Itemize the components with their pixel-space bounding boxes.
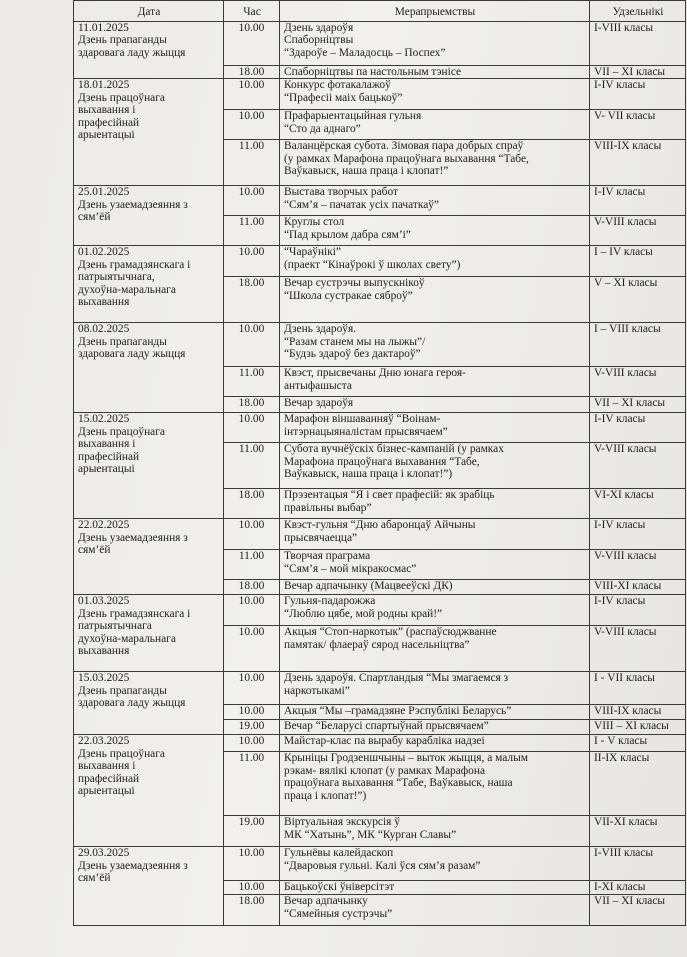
date-cell xyxy=(74,186,224,246)
time-cell: 18.00 xyxy=(224,895,280,926)
participants-cell: І - V класы xyxy=(590,735,686,752)
event-cell xyxy=(280,595,590,626)
participants-cell: V- VII класы xyxy=(590,110,686,140)
event-line: Акцыя “Мы –грамадзяне Рэспублікі Беларусь” xyxy=(284,705,512,718)
event-line: Вечар адпачынку xyxy=(284,895,368,908)
day-theme-line: Дзень грамадзянскага і xyxy=(78,607,191,620)
event-line: рэкам- вялікі клопат (у рамках Марафона xyxy=(284,764,486,777)
event-line: “Люблю цябе, мой родны край!” xyxy=(284,607,443,620)
day-theme-line: прафесійнай xyxy=(78,772,140,785)
event-line: Дзень здароўя. xyxy=(284,323,357,336)
participants-cell: І-ІV класы xyxy=(590,519,686,550)
event-line: Выстава творчых работ xyxy=(284,186,398,199)
event-cell xyxy=(280,186,590,216)
event-cell xyxy=(280,735,590,752)
table-row xyxy=(74,323,686,367)
event-cell xyxy=(280,895,590,926)
participants-cell: І-XI класы xyxy=(590,881,686,895)
event-cell xyxy=(280,367,590,397)
time-cell: 10.00 xyxy=(224,847,280,881)
table-row xyxy=(74,413,686,443)
event-line: “Сям’я – пачатак усіх пачаткаў” xyxy=(284,198,440,211)
event-line: Вечар “Беларусі спартыўнай прысвячаем” xyxy=(284,720,489,733)
event-line: Вечар адпачынку (Мацвееўскі ДК) xyxy=(284,580,453,593)
event-cell xyxy=(280,720,590,735)
date-value: 29.03.2025 xyxy=(78,847,130,860)
time-cell: 18.00 xyxy=(224,489,280,519)
day-theme-line: духоўна-маральнага xyxy=(78,632,176,645)
day-theme-line: Дзень узаемадзеяння з xyxy=(78,198,188,211)
day-theme-line: выхавання xyxy=(78,296,130,309)
day-theme-line: Дзень прапаганды xyxy=(78,335,167,348)
day-theme-line: Дзень грамадзянскага і xyxy=(78,258,191,271)
event-line: Спаборніцтвы па настольным тэнісе xyxy=(284,66,462,78)
event-line: прысвячаецца” xyxy=(284,531,358,544)
event-cell xyxy=(280,22,590,66)
participants-cell: VІІ-XI класы xyxy=(590,816,686,847)
time-cell: 11.00 xyxy=(224,752,280,816)
event-cell xyxy=(280,277,590,323)
header-event: Мерапрыемствы xyxy=(280,1,590,22)
event-cell xyxy=(280,246,590,277)
participants-cell: V-VIII класы xyxy=(590,550,686,580)
event-line: Бацькоўскі ўніверсітэт xyxy=(284,881,395,894)
time-cell: 10.00 xyxy=(224,881,280,895)
event-cell xyxy=(280,397,590,413)
time-cell: 19.00 xyxy=(224,816,280,847)
participants-cell: VIII – XI класы xyxy=(590,720,686,735)
event-line: Крыніцы Гродзеншчыны – выток жыцця, а малым xyxy=(284,752,528,765)
table-row xyxy=(74,22,686,66)
participants-cell: VII – XI класы xyxy=(590,66,686,79)
day-theme-line: здаровага ладу жыцця xyxy=(78,697,186,710)
participants-cell: VІ-XI класы xyxy=(590,489,686,519)
event-cell xyxy=(280,216,590,246)
day-theme-line: патрыятычнага, xyxy=(78,271,155,284)
day-theme-line: сям’ёй xyxy=(78,544,111,557)
day-theme-line: арыентацыі xyxy=(78,129,135,142)
date-value: 22.03.2025 xyxy=(78,735,130,748)
event-line: “Сто да аднаго” xyxy=(284,122,361,135)
event-line: правільны выбар” xyxy=(284,501,372,514)
table-row xyxy=(74,735,686,752)
date-value: 01.02.2025 xyxy=(78,246,130,259)
header-time: Час xyxy=(224,1,280,22)
participants-cell: VII – XI класы xyxy=(590,397,686,413)
event-line: “Сямейныя сустрэчы” xyxy=(284,907,393,920)
time-cell: 18.00 xyxy=(224,277,280,323)
date-cell xyxy=(74,847,224,926)
time-cell: 10.00 xyxy=(224,246,280,277)
event-line: Вечар сустрэчы выпускнікоў xyxy=(284,277,425,290)
date-cell xyxy=(74,672,224,735)
event-cell xyxy=(280,110,590,140)
day-theme-line: Дзень узаемадзеяння з xyxy=(78,531,188,544)
event-line: Творчая праграма xyxy=(284,550,371,563)
participants-cell: І – VIII класы xyxy=(590,323,686,367)
event-cell xyxy=(280,323,590,367)
participants-cell: І-ІV класы xyxy=(590,186,686,216)
event-line: “Прафесіі маіх бацькоў” xyxy=(284,91,403,104)
participants-cell: VIII-ІX класы xyxy=(590,140,686,186)
event-cell xyxy=(280,413,590,443)
event-line: Квэст-гульня “Дню абаронцаў Айчыны xyxy=(284,519,476,532)
header-date: Дата xyxy=(74,1,224,22)
event-line: Дзень здароўя xyxy=(284,22,354,34)
time-cell: 11.00 xyxy=(224,443,280,489)
event-line: (у рамках Марафона працоўнага выхавання “Табе, xyxy=(284,152,529,165)
event-cell xyxy=(280,847,590,881)
event-line: Марафона працоўнага выхавання “Табе, xyxy=(284,455,480,468)
date-cell xyxy=(74,735,224,847)
date-value: 18.01.2025 xyxy=(78,79,130,92)
time-cell: 10.00 xyxy=(224,413,280,443)
event-line: памятак/ флаерaў сярод насельніцтва” xyxy=(284,638,470,651)
event-cell xyxy=(280,580,590,595)
participants-cell: V-VIII класы xyxy=(590,216,686,246)
event-line: Субота вучнёўскіх бізнес-кампаній (у рамках xyxy=(284,443,504,456)
event-line: Дзень здароўя. Спартландыя “Мы змагаемся з xyxy=(284,672,509,685)
time-cell: 10.00 xyxy=(224,705,280,720)
participants-cell: V-VIII класы xyxy=(590,626,686,672)
time-cell: 18.00 xyxy=(224,580,280,595)
time-cell: 18.00 xyxy=(224,397,280,413)
table-row xyxy=(74,79,686,110)
day-theme-line: духоўна-маральнага xyxy=(78,283,176,296)
day-theme-line: выхавання і xyxy=(78,104,136,117)
date-value: 11.01.2025 xyxy=(78,22,129,34)
time-cell: 11.00 xyxy=(224,367,280,397)
day-theme-line: сям’ёй xyxy=(78,211,111,224)
day-theme-line: выхавання і xyxy=(78,760,136,773)
participants-cell: І-VIII класы xyxy=(590,22,686,66)
time-cell: 10.00 xyxy=(224,519,280,550)
time-cell: 10.00 xyxy=(224,323,280,367)
day-theme-line: Дзень прапаганды xyxy=(78,34,167,47)
event-line: Гульнёвы калейдаскоп xyxy=(284,847,394,860)
event-line: Ваўкавыск, наша праца і клопат!” xyxy=(284,165,449,178)
participants-cell: І-ІV класы xyxy=(590,595,686,626)
event-line: Вечар здароўя xyxy=(284,397,354,410)
participants-cell: І-VIII класы xyxy=(590,847,686,881)
schedule-table xyxy=(73,0,686,926)
date-cell xyxy=(74,595,224,672)
date-value: 15.03.2025 xyxy=(78,672,130,685)
event-line: Ваўкавыск, наша праца і клопат!”) xyxy=(284,468,453,481)
table-row xyxy=(74,847,686,881)
table-row xyxy=(74,595,686,626)
event-cell xyxy=(280,705,590,720)
day-theme-line: Дзень працоўнага xyxy=(78,91,165,104)
day-theme-line: сям’ёй xyxy=(78,872,111,885)
participants-cell: V-VIII класы xyxy=(590,443,686,489)
time-cell: 10.00 xyxy=(224,626,280,672)
time-cell: 10.00 xyxy=(224,672,280,705)
event-line: Валанцёрская субота. Зімовая пара добрых спраў xyxy=(284,140,524,153)
date-value: 25.01.2025 xyxy=(78,186,130,199)
day-theme-line: здаровага ладу жыцця xyxy=(78,348,186,361)
day-theme-line: здаровага ладу жыцця xyxy=(78,46,186,59)
day-theme-line: прафесійнай xyxy=(78,116,140,129)
event-line: наркотыкамі” xyxy=(284,684,350,697)
day-theme-line: выхавання xyxy=(78,645,130,658)
event-cell xyxy=(280,489,590,519)
event-line: (праект “Кінаўрокі ў школах свету”) xyxy=(284,258,461,271)
event-line: інтэрнацыяналістам прысвячаем” xyxy=(284,425,448,438)
date-value: 08.02.2025 xyxy=(78,323,130,336)
event-line: МК “Хатынь”, МК “Курган Славы” xyxy=(284,828,457,841)
event-line: антыфашыста xyxy=(284,379,352,392)
day-theme-line: арыентацыі xyxy=(78,785,135,798)
event-line: Конкурс фотакалажоў xyxy=(284,79,391,92)
event-cell xyxy=(280,519,590,550)
event-line: Квэст, прысвечаны Дню юнага героя- xyxy=(284,367,466,380)
time-cell: 10.00 xyxy=(224,110,280,140)
time-cell: 19.00 xyxy=(224,720,280,735)
day-theme-line: патрыятычнага xyxy=(78,620,152,633)
event-cell xyxy=(280,66,590,79)
date-value: 22.02.2025 xyxy=(78,519,130,532)
date-cell xyxy=(74,519,224,595)
participants-cell: І – ІV класы xyxy=(590,246,686,277)
event-line: “Будзь здароў без дактароў” xyxy=(284,348,421,361)
event-cell xyxy=(280,79,590,110)
event-cell xyxy=(280,752,590,816)
event-line: Майстар-клас па вырабу караблікa надзеі xyxy=(284,735,485,748)
date-value: 15.02.2025 xyxy=(78,413,130,426)
event-cell xyxy=(280,672,590,705)
table-row xyxy=(74,246,686,277)
event-line: Прафарыентацыйная гульня xyxy=(284,110,422,123)
event-line: Акцыя “Стоп-наркотык” (распаўсюджванне xyxy=(284,626,497,639)
event-line: Прэзентацыя “Я і свет прафесій: як зрабіць xyxy=(284,489,495,502)
time-cell: 11.00 xyxy=(224,216,280,246)
participants-cell: VІІ – XI класы xyxy=(590,895,686,926)
event-line: праца і клопат!”) xyxy=(284,789,367,802)
participants-cell: І - VII класы xyxy=(590,672,686,705)
day-theme-line: прафесійнай xyxy=(78,450,140,463)
participants-cell: І-ІV класы xyxy=(590,413,686,443)
day-theme-line: Дзень прапаганды xyxy=(78,684,167,697)
table-row xyxy=(74,519,686,550)
participants-cell: V-VIII класы xyxy=(590,367,686,397)
event-cell xyxy=(280,881,590,895)
event-line: Круглы стол xyxy=(284,216,345,229)
date-cell xyxy=(74,323,224,413)
event-cell xyxy=(280,140,590,186)
date-cell xyxy=(74,22,224,79)
day-theme-line: Дзень працоўнага xyxy=(78,425,165,438)
table-body xyxy=(74,22,686,926)
table-row xyxy=(74,672,686,705)
time-cell: 10.00 xyxy=(224,186,280,216)
event-line: “Школа сустракае сяброў” xyxy=(284,289,413,302)
event-line: “Разам станем мы на лыжы”/ xyxy=(284,335,426,348)
participants-cell: ІІ-ІX класы xyxy=(590,752,686,816)
event-cell xyxy=(280,626,590,672)
event-line: “Сям’я – мой мікракосмас” xyxy=(284,562,417,575)
header-participants: Удзельнікі xyxy=(590,1,686,22)
event-line: працоўнага выхавання “Табе, Ваўкавыск, наша xyxy=(284,777,513,790)
participants-cell: І-ІV класы xyxy=(590,79,686,110)
table-header-row xyxy=(74,1,686,22)
time-cell: 18.00 xyxy=(224,66,280,79)
time-cell: 10.00 xyxy=(224,735,280,752)
participants-cell: VIII-IX класы xyxy=(590,705,686,720)
event-cell xyxy=(280,443,590,489)
time-cell: 10.00 xyxy=(224,79,280,110)
time-cell: 11.00 xyxy=(224,550,280,580)
event-line: “Здароўе – Маладосць – Поспех” xyxy=(284,46,446,59)
time-cell: 10.00 xyxy=(224,595,280,626)
event-line: Гульня-падарожжа xyxy=(284,595,376,608)
event-cell xyxy=(280,816,590,847)
day-theme-line: Дзень узаемадзеяння з xyxy=(78,859,188,872)
date-cell xyxy=(74,246,224,323)
event-line: “Пад крылом дабра сям’і” xyxy=(284,228,411,241)
participants-cell: V – XI класы xyxy=(590,277,686,323)
time-cell: 10.00 xyxy=(224,22,280,66)
event-line: “Чараўнікі” xyxy=(284,246,341,259)
participants-cell: VIII-XI класы xyxy=(590,580,686,595)
event-line: Спаборніцтвы xyxy=(284,34,354,47)
day-theme-line: Дзень працоўнага xyxy=(78,747,165,760)
date-cell xyxy=(74,79,224,186)
date-value: 01.03.2025 xyxy=(78,595,130,608)
event-line: Віртуальная экскурсія ў xyxy=(284,816,400,829)
day-theme-line: арыентацыі xyxy=(78,463,135,476)
event-line: “Дваровыя гульні. Калі ўся сям’я разам” xyxy=(284,859,481,872)
time-cell: 11.00 xyxy=(224,140,280,186)
event-line: Марафон віншаванняў “Воінам- xyxy=(284,413,441,426)
table-row xyxy=(74,186,686,216)
date-cell xyxy=(74,413,224,519)
day-theme-line: выхавання і xyxy=(78,438,136,451)
event-cell xyxy=(280,550,590,580)
